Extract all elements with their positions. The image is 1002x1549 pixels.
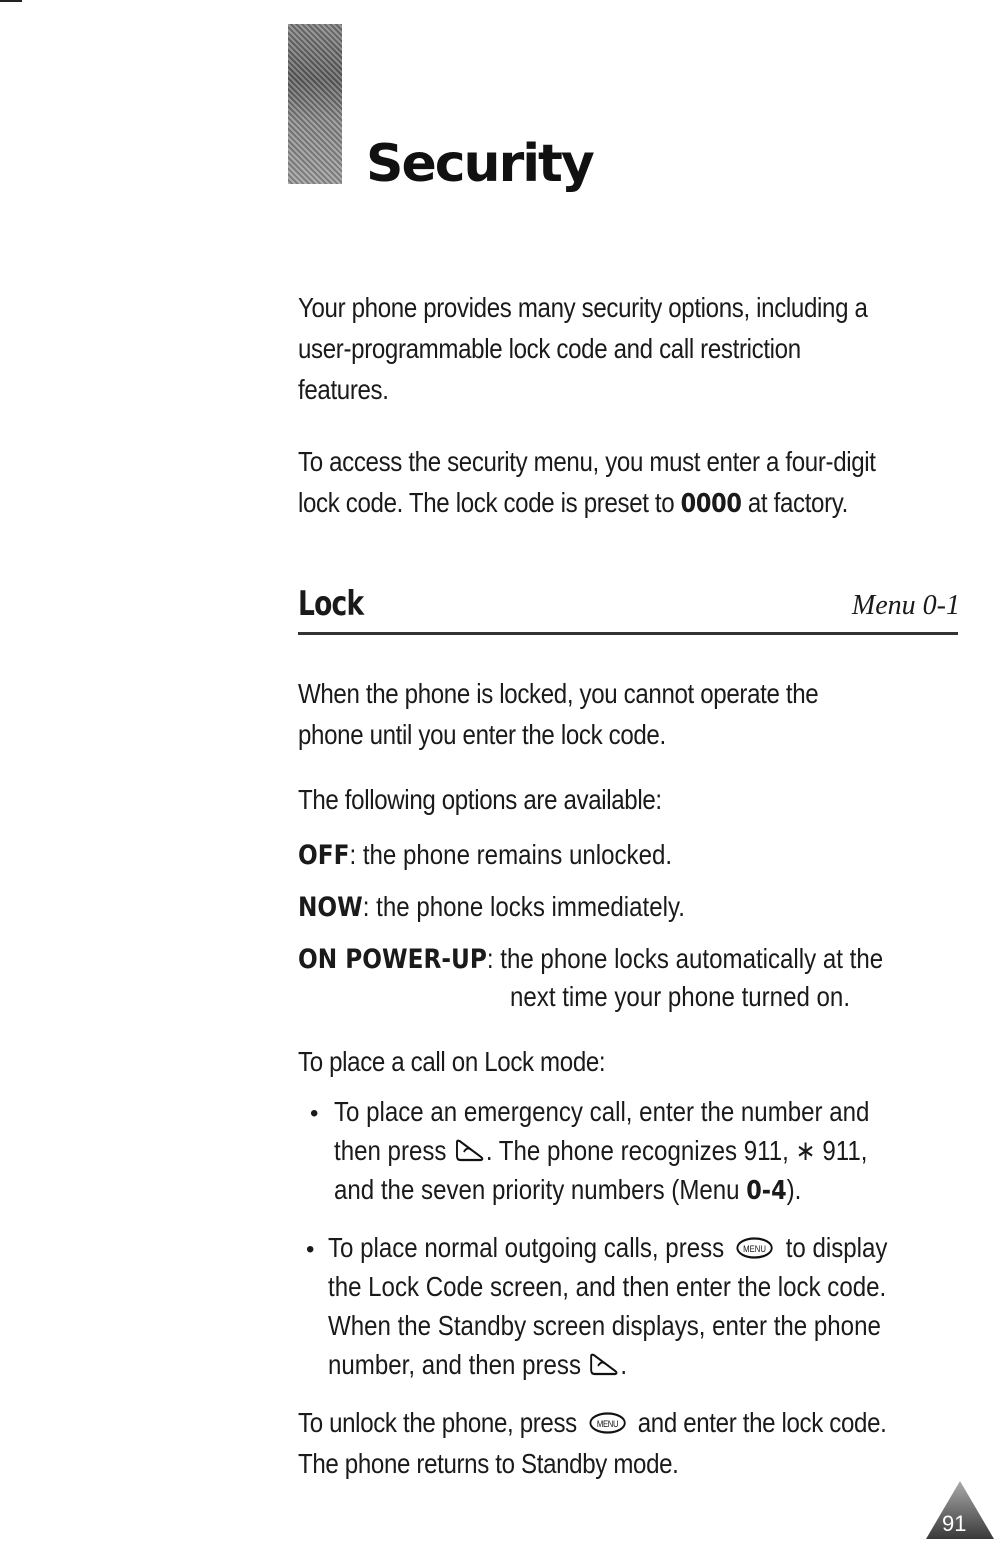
section-heading-lock: Lock <box>298 584 364 624</box>
unlock-text: To unlock the phone, press <box>298 1407 584 1438</box>
bullet-text: and the seven priority numbers (Menu <box>334 1174 747 1205</box>
chapter-tab-bar <box>288 24 342 184</box>
intro-p2-line <box>298 482 977 525</box>
menu-reference: Menu 0-1 <box>851 590 960 621</box>
bullet-text: to display <box>779 1232 888 1263</box>
unlock-line <box>298 1402 977 1443</box>
menu-key-icon <box>736 1237 774 1259</box>
bullet-line: the Lock Code screen, and then enter the lock code. <box>328 1271 887 1302</box>
option-text: : the phone locks automatically at the <box>486 943 884 974</box>
send-key-icon <box>455 1138 484 1162</box>
menu-key-label: MENU <box>743 1243 767 1255</box>
bullet-text: . <box>620 1349 628 1380</box>
star-key-glyph: ∗ <box>795 1135 816 1166</box>
bullet-dot: • <box>306 1236 315 1263</box>
page-number: 91 <box>942 1511 967 1536</box>
lock-description <box>298 673 977 755</box>
bullet-text: 911, <box>815 1135 868 1166</box>
intro-p1-line: user-programmable lock code and call restriction <box>298 333 801 364</box>
bullet-line <box>328 1345 887 1384</box>
bullet-dot: • <box>310 1100 319 1127</box>
options-intro: The following options are available: <box>298 784 662 815</box>
option-text: : the phone remains unlocked. <box>349 839 673 870</box>
unlock-text: and enter the lock code. <box>631 1407 887 1438</box>
preset-code: 0000 <box>680 489 742 519</box>
option-on-power-up <box>298 938 883 980</box>
option-label: NOW <box>298 892 363 923</box>
intro-paragraph-1 <box>298 287 977 410</box>
option-now <box>298 886 685 928</box>
menu-key-label: MENU <box>596 1418 618 1430</box>
bullet-line <box>334 1170 869 1211</box>
bullet-text: To place normal outgoing calls, press <box>328 1232 731 1263</box>
bullet-normal-call <box>328 1228 887 1384</box>
send-key-icon <box>589 1352 618 1376</box>
option-label: ON POWER-UP <box>298 944 487 975</box>
bullet-text: number, and then press <box>328 1349 588 1380</box>
bullet-line <box>334 1131 869 1170</box>
option-on-power-up-continued: next time your phone turned on. <box>510 981 851 1012</box>
bullet-emergency-call <box>334 1092 869 1211</box>
bullet-line: When the Standby screen displays, enter the phone <box>328 1310 881 1341</box>
corner-mark <box>0 0 22 2</box>
bullet-text: . The phone recognizes 911, <box>485 1135 796 1166</box>
chapter-title: Security <box>366 134 593 194</box>
lock-desc-line: phone until you enter the lock code. <box>298 719 666 750</box>
bullet-line: To place an emergency call, enter the number and <box>334 1096 870 1127</box>
unlock-instructions <box>298 1402 977 1484</box>
intro-p2-text: at factory. <box>741 487 849 518</box>
page-number-badge <box>924 1479 996 1541</box>
intro-p2-line: To access the security menu, you must enter a four-digit <box>298 446 876 477</box>
option-off <box>298 834 672 876</box>
bullet-text: ). <box>786 1174 802 1205</box>
option-text: : the phone locks immediately. <box>362 891 685 922</box>
intro-p1-line: Your phone provides many security options, including a <box>298 292 868 323</box>
call-intro: To place a call on Lock mode: <box>298 1046 606 1077</box>
menu-key-icon <box>588 1412 626 1434</box>
option-label: OFF <box>298 840 350 871</box>
bullet-text: then press <box>334 1135 454 1166</box>
section-divider <box>298 632 958 635</box>
intro-p2-text: lock code. The lock code is preset to <box>298 487 681 518</box>
lock-desc-line: When the phone is locked, you cannot operate the <box>298 678 819 709</box>
bullet-line <box>328 1228 887 1267</box>
unlock-line: The phone returns to Standby mode. <box>298 1448 679 1479</box>
intro-paragraph-2 <box>298 441 977 525</box>
menu-number: 0-4 <box>746 1176 787 1206</box>
intro-p1-line: features. <box>298 374 389 405</box>
